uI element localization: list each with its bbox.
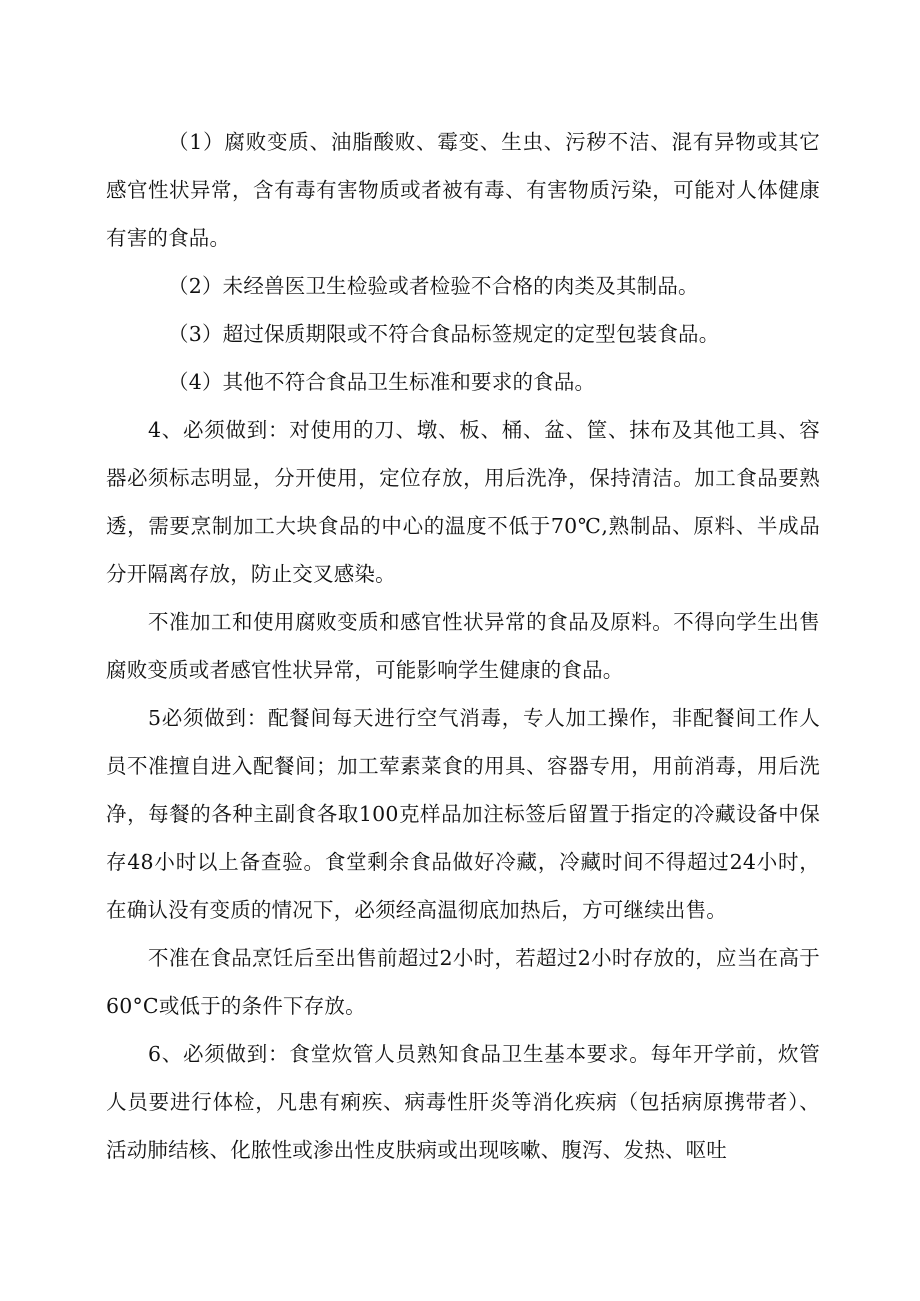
- paragraph-item-1: （1）腐败变质、油脂酸败、霉变、生虫、污秽不洁、混有异物或其它感官性状异常，含有毒有害物质或者被有毒、有害物质污染，可能对人体健康有害的食品。: [106, 130, 820, 250]
- paragraph-rule-4: 4、必须做到：对使用的刀、墩、板、桶、盆、筐、抹布及其他工具、容器必须标志明显，分开使用，定位存放，用后洗净，保持清洁。加工食品要熟透，需要烹制加工大块食品的中心的温度不低于70℃,熟制品、原料、半成品分开隔离存放，防止交叉感染。: [106, 418, 820, 586]
- paragraph-prohibition-2: 不准在食品烹饪后至出售前超过2小时，若超过2小时存放的，应当在高于60°C或低于的条件下存放。: [106, 946, 820, 1018]
- paragraph-item-2: （2）未经兽医卫生检验或者检验不合格的肉类及其制品。: [168, 274, 699, 298]
- document-body: [106, 118, 820, 1174]
- paragraph-prohibition-1: 不准加工和使用腐败变质和感官性状异常的食品及原料。不得向学生出售腐败变质或者感官性状异常，可能影响学生健康的食品。: [106, 610, 820, 682]
- paragraph-item-3: （3）超过保质期限或不符合食品标签规定的定型包装食品。: [168, 322, 720, 346]
- paragraph-rule-6: 6、必须做到：食堂炊管人员熟知食品卫生基本要求。每年开学前，炊管人员要进行体检，凡患有痢疾、病毒性肝炎等消化疾病（包括病原携带者）、活动肺结核、化脓性或渗出性皮肤病或出现咳嗽、腹泻、发热、呕吐: [106, 1042, 820, 1162]
- paragraph-item-4: （4）其他不符合食品卫生标准和要求的食品。: [168, 370, 596, 394]
- paragraph-rule-5: 5必须做到：配餐间每天进行空气消毒，专人加工操作，非配餐间工作人员不准擅自进入配餐间；加工荤素菜食的用具、容器专用，用前消毒，用后洗净，每餐的各种主副食各取100克样品加注标签后留置于指定的冷藏设备中保存48小时以上备查验。食堂剩余食品做好冷藏，冷藏时间不得超过24小时，在确认没有变质的情况下，必须经高温彻底加热后，方可继续出售。: [106, 706, 820, 922]
